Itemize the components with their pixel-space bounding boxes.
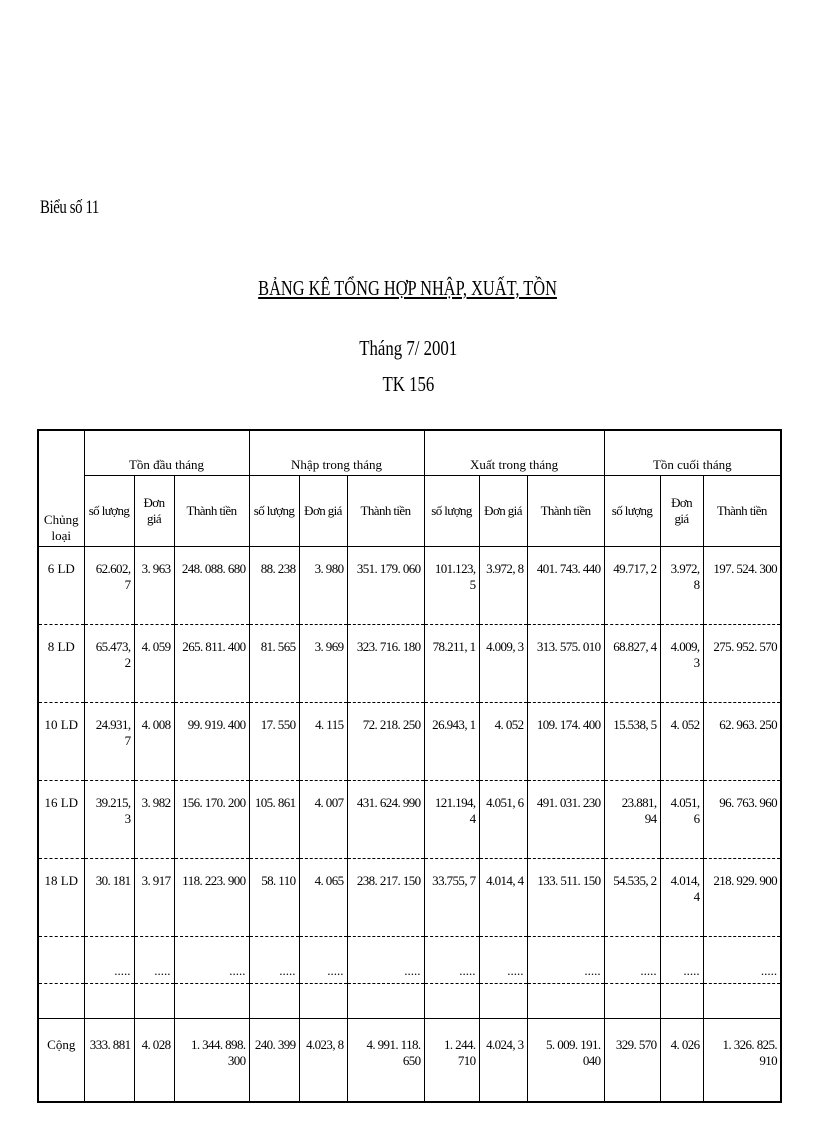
row-value-cell: 58. 110 bbox=[249, 859, 299, 937]
row-value-cell: 275. 952. 570 bbox=[703, 625, 781, 703]
row-value-cell: 218. 929. 900 bbox=[703, 859, 781, 937]
blank-cell bbox=[660, 984, 703, 1019]
placeholder-cell: ..... bbox=[174, 937, 249, 984]
kind-header: Chủng loại bbox=[38, 430, 84, 547]
row-value-cell: 491. 031. 230 bbox=[527, 781, 604, 859]
row-value-cell: 3. 963 bbox=[134, 547, 174, 625]
row-value-cell: 33.755, 7 bbox=[424, 859, 479, 937]
row-value-cell: 4.009, 3 bbox=[479, 625, 527, 703]
row-kind-cell: 6 LD bbox=[38, 547, 84, 625]
row-value-cell: 4. 052 bbox=[660, 703, 703, 781]
placeholder-cell: ..... bbox=[249, 937, 299, 984]
row-value-cell: 62. 963. 250 bbox=[703, 703, 781, 781]
row-value-cell: 54.535, 2 bbox=[604, 859, 660, 937]
total-value-cell: 1. 344. 898. 300 bbox=[174, 1019, 249, 1103]
row-value-cell: 238. 217. 150 bbox=[347, 859, 424, 937]
total-value-cell: 333. 881 bbox=[84, 1019, 134, 1103]
sub-header-cell: Đơn giá bbox=[660, 476, 703, 547]
row-value-cell: 118. 223. 900 bbox=[174, 859, 249, 937]
table-body bbox=[38, 547, 781, 1103]
row-value-cell: 72. 218. 250 bbox=[347, 703, 424, 781]
row-value-cell: 401. 743. 440 bbox=[527, 547, 604, 625]
sub-header-cell: Thành tiền bbox=[347, 476, 424, 547]
row-value-cell: 15.538, 5 bbox=[604, 703, 660, 781]
placeholder-cell: ..... bbox=[527, 937, 604, 984]
report-account: TK 156 bbox=[382, 372, 434, 396]
report-month-wrap bbox=[0, 336, 816, 361]
row-value-cell: 4. 059 bbox=[134, 625, 174, 703]
blank-cell bbox=[604, 984, 660, 1019]
table-row bbox=[38, 859, 781, 937]
table-row bbox=[38, 781, 781, 859]
blank-cell bbox=[249, 984, 299, 1019]
group-header-inbound: Nhập trong tháng bbox=[249, 430, 424, 476]
placeholder-row bbox=[38, 937, 781, 984]
row-value-cell: 4. 007 bbox=[299, 781, 347, 859]
blank-cell bbox=[703, 984, 781, 1019]
row-value-cell: 4.051, 6 bbox=[479, 781, 527, 859]
row-value-cell: 68.827, 4 bbox=[604, 625, 660, 703]
row-value-cell: 3. 982 bbox=[134, 781, 174, 859]
row-value-cell: 4. 065 bbox=[299, 859, 347, 937]
row-value-cell: 351. 179. 060 bbox=[347, 547, 424, 625]
report-account-wrap bbox=[0, 372, 816, 397]
row-kind-cell: 16 LD bbox=[38, 781, 84, 859]
blank-cell bbox=[479, 984, 527, 1019]
row-value-cell: 4. 052 bbox=[479, 703, 527, 781]
row-value-cell: 17. 550 bbox=[249, 703, 299, 781]
blank-kind-cell bbox=[38, 984, 84, 1019]
sub-header-cell: số lượng bbox=[424, 476, 479, 547]
row-value-cell: 78.211, 1 bbox=[424, 625, 479, 703]
row-kind-cell: 8 LD bbox=[38, 625, 84, 703]
row-kind-cell: 18 LD bbox=[38, 859, 84, 937]
report-title: BẢNG KÊ TỔNG HỢP NHẬP, XUẤT, TỒN bbox=[258, 276, 558, 300]
row-value-cell: 30. 181 bbox=[84, 859, 134, 937]
row-value-cell: 105. 861 bbox=[249, 781, 299, 859]
sub-header-cell: Thành tiền bbox=[703, 476, 781, 547]
group-header-row bbox=[38, 430, 781, 476]
placeholder-cell: ..... bbox=[134, 937, 174, 984]
placeholder-kind-cell bbox=[38, 937, 84, 984]
sub-header-row bbox=[38, 476, 781, 547]
total-value-cell: 240. 399 bbox=[249, 1019, 299, 1103]
placeholder-cell: ..... bbox=[604, 937, 660, 984]
sub-header-cell: Đơn giá bbox=[134, 476, 174, 547]
row-value-cell: 3. 969 bbox=[299, 625, 347, 703]
total-value-cell: 329. 570 bbox=[604, 1019, 660, 1103]
row-value-cell: 156. 170. 200 bbox=[174, 781, 249, 859]
report-month: Tháng 7/ 2001 bbox=[358, 336, 457, 360]
sub-header-cell: Đơn giá bbox=[299, 476, 347, 547]
total-value-cell: 4.023, 8 bbox=[299, 1019, 347, 1103]
form-number-label: Biểu số 11 bbox=[40, 197, 99, 218]
row-value-cell: 26.943, 1 bbox=[424, 703, 479, 781]
row-value-cell: 99. 919. 400 bbox=[174, 703, 249, 781]
placeholder-cell: ..... bbox=[424, 937, 479, 984]
row-value-cell: 4.014, 4 bbox=[660, 859, 703, 937]
row-value-cell: 4.014, 4 bbox=[479, 859, 527, 937]
row-value-cell: 323. 716. 180 bbox=[347, 625, 424, 703]
blank-cell bbox=[527, 984, 604, 1019]
row-value-cell: 133. 511. 150 bbox=[527, 859, 604, 937]
total-row bbox=[38, 1019, 781, 1103]
row-value-cell: 431. 624. 990 bbox=[347, 781, 424, 859]
total-value-cell: 4. 028 bbox=[134, 1019, 174, 1103]
table-row bbox=[38, 703, 781, 781]
sub-header-cell: Thành tiền bbox=[174, 476, 249, 547]
group-header-opening: Tồn đầu tháng bbox=[84, 430, 249, 476]
row-value-cell: 248. 088. 680 bbox=[174, 547, 249, 625]
row-value-cell: 4. 008 bbox=[134, 703, 174, 781]
placeholder-cell: ..... bbox=[84, 937, 134, 984]
placeholder-cell: ..... bbox=[347, 937, 424, 984]
row-value-cell: 88. 238 bbox=[249, 547, 299, 625]
sub-header-cell: Thành tiền bbox=[527, 476, 604, 547]
row-value-cell: 197. 524. 300 bbox=[703, 547, 781, 625]
row-value-cell: 96. 763. 960 bbox=[703, 781, 781, 859]
row-value-cell: 23.881, 94 bbox=[604, 781, 660, 859]
row-value-cell: 49.717, 2 bbox=[604, 547, 660, 625]
row-kind-cell: 10 LD bbox=[38, 703, 84, 781]
total-value-cell: 4.024, 3 bbox=[479, 1019, 527, 1103]
blank-cell bbox=[174, 984, 249, 1019]
row-value-cell: 4. 115 bbox=[299, 703, 347, 781]
placeholder-cell: ..... bbox=[479, 937, 527, 984]
placeholder-cell: ..... bbox=[703, 937, 781, 984]
row-value-cell: 24.931, 7 bbox=[84, 703, 134, 781]
blank-cell bbox=[134, 984, 174, 1019]
group-header-outbound: Xuất trong tháng bbox=[424, 430, 604, 476]
sub-header-cell: Đơn giá bbox=[479, 476, 527, 547]
row-value-cell: 4.051, 6 bbox=[660, 781, 703, 859]
row-value-cell: 62.602, 7 bbox=[84, 547, 134, 625]
sub-header-cell: số lượng bbox=[249, 476, 299, 547]
row-value-cell: 81. 565 bbox=[249, 625, 299, 703]
row-value-cell: 3.972, 8 bbox=[660, 547, 703, 625]
inventory-summary-table bbox=[37, 429, 782, 1103]
row-value-cell: 101.123, 5 bbox=[424, 547, 479, 625]
group-header-closing: Tồn cuối tháng bbox=[604, 430, 781, 476]
blank-cell bbox=[84, 984, 134, 1019]
total-value-cell: 5. 009. 191. 040 bbox=[527, 1019, 604, 1103]
total-value-cell: 4. 991. 118. 650 bbox=[347, 1019, 424, 1103]
row-value-cell: 313. 575. 010 bbox=[527, 625, 604, 703]
row-value-cell: 3. 917 bbox=[134, 859, 174, 937]
row-value-cell: 121.194, 4 bbox=[424, 781, 479, 859]
placeholder-cell: ..... bbox=[660, 937, 703, 984]
placeholder-cell: ..... bbox=[299, 937, 347, 984]
row-value-cell: 109. 174. 400 bbox=[527, 703, 604, 781]
sub-header-cell: số lượng bbox=[84, 476, 134, 547]
table-row bbox=[38, 547, 781, 625]
blank-cell bbox=[424, 984, 479, 1019]
total-value-cell: 4. 026 bbox=[660, 1019, 703, 1103]
row-value-cell: 65.473, 2 bbox=[84, 625, 134, 703]
row-value-cell: 265. 811. 400 bbox=[174, 625, 249, 703]
blank-row bbox=[38, 984, 781, 1019]
total-label-cell: Cộng bbox=[38, 1019, 84, 1103]
total-value-cell: 1. 244. 710 bbox=[424, 1019, 479, 1103]
row-value-cell: 4.009, 3 bbox=[660, 625, 703, 703]
row-value-cell: 3.972, 8 bbox=[479, 547, 527, 625]
table-row bbox=[38, 625, 781, 703]
sub-header-cell: số lượng bbox=[604, 476, 660, 547]
blank-cell bbox=[299, 984, 347, 1019]
blank-cell bbox=[347, 984, 424, 1019]
row-value-cell: 39.215, 3 bbox=[84, 781, 134, 859]
row-value-cell: 3. 980 bbox=[299, 547, 347, 625]
report-title-wrap bbox=[0, 276, 816, 301]
total-value-cell: 1. 326. 825. 910 bbox=[703, 1019, 781, 1103]
